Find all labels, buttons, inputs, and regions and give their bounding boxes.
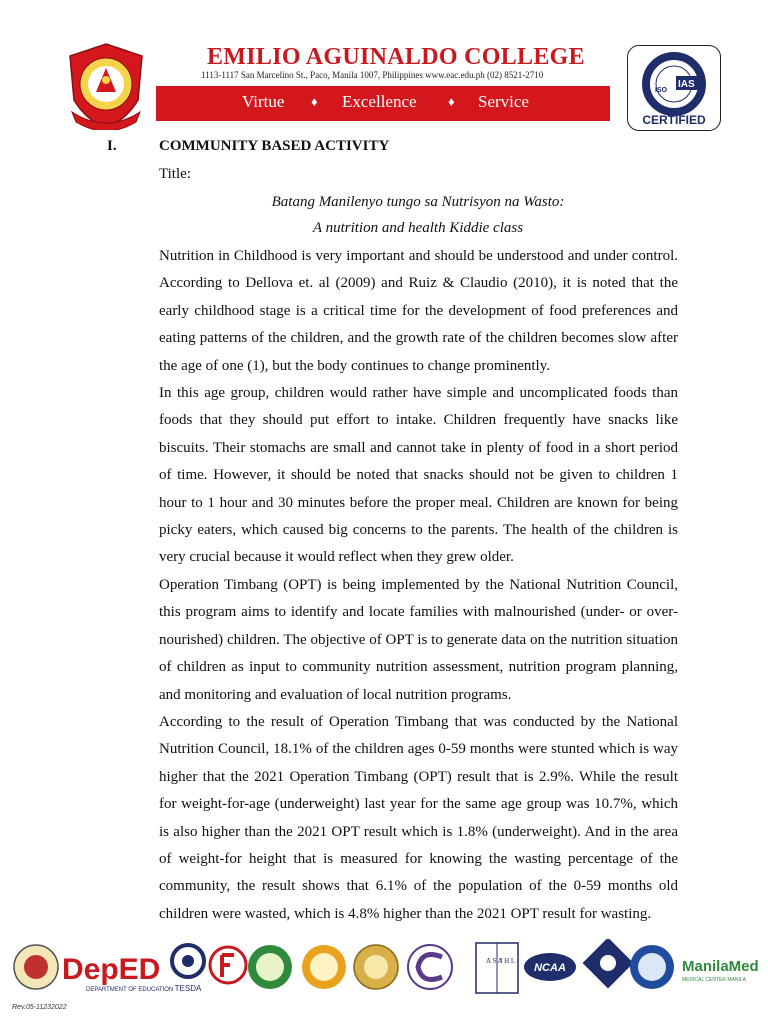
dost-logo bbox=[583, 939, 634, 988]
motto-excellence: Excellence bbox=[342, 92, 417, 111]
activity-title-line2: A nutrition and health Kiddie class bbox=[312, 220, 524, 236]
paragraph-opt-results: According to the result of Operation Timbang that was conducted by the National Nutrition Council, 18.1% of the children ages 0-59 months were stunted which is way higher that the 2021 Operation Timbang (OPT) result that is 2.9%. While the result for weight-for-age (underweight) last year for the same age group was 10.7%, which is also higher than the 2021 OPT result which is 1.8% (underweight). And in the area of weight-for height that is measured for knowing the wasting percentage of the community, the result shows that 6.1% of the population of the 0-59 months old children were wasted, which is 4.8% higher than the 2021 OPT result for wasting. bbox=[159, 713, 678, 922]
section-number: I. bbox=[107, 138, 117, 154]
revision-code: Rev.05-11232022 bbox=[12, 1004, 67, 1011]
paragraph-nutrition-childhood: Nutrition in Childhood is very important and should be understood and under control. According to Dellova et. al (2009) and Ruiz & Claudio (2010), it is noted that the early childhood stage is a critical time for the development of food preferences and eating patterns of the children, and the growth rate of the children becomes slow after the age of one (1), but the body continues to change prominently. bbox=[159, 248, 678, 374]
college-name: EMILIO AGUINALDO COLLEGE bbox=[207, 44, 585, 70]
activity-title-line1: Batang Manilenyo tungo sa Nutrisyon na Wasto: bbox=[271, 194, 565, 210]
cert-ias-text: IAS bbox=[678, 79, 695, 90]
motto-virtue: Virtue bbox=[242, 92, 285, 111]
motto-banner bbox=[156, 86, 610, 121]
government-seal-icon bbox=[14, 945, 58, 989]
blue-seal-icon bbox=[630, 945, 674, 989]
college-address: 1113-1117 San Marcelino St., Paco, Manila 1007, Philippines www.eac.edu.ph (02) 8521-2710 bbox=[201, 70, 544, 80]
ncaa-text: NCAA bbox=[534, 962, 566, 974]
asaihl-logo bbox=[476, 943, 518, 993]
ihl-text: I H L bbox=[500, 957, 516, 965]
manilamed-text: ManilaMed bbox=[682, 958, 759, 975]
section-heading: COMMUNITY BASED ACTIVITY bbox=[159, 138, 390, 154]
cert-iso-text: ISO bbox=[655, 87, 668, 94]
fj-logo bbox=[210, 947, 246, 983]
paragraph-operation-timbang: Operation Timbang (OPT) is being implemented by the National Nutrition Council, this program aims to identify and locate families with malnourished (under- or over-nourished) children. The objective of OPT is to generate data on the nutrition situation of children as input to community nutrition assessment, nutrition program planning, and monitoring and evaluation of local nutrition programs. bbox=[159, 576, 678, 703]
diamond-icon: ♦ bbox=[311, 94, 318, 109]
manilamed-logo bbox=[682, 958, 759, 983]
paragraph-age-group: In this age group, children would rather have simple and uncomplicated foods than foods that they should put effort to intake. Children frequently have snacks like biscuits. Their stomachs are small and cannot take in plenty of food in a short period of time. However, it should be noted that snacks should not be given to children 1 hour to 1 hour and 30 minutes before the proper meal. Children are known for being picky eaters, which caused big concerns to the parents. The health of the children is very crucial because it would reflect when they grew older. bbox=[159, 385, 678, 566]
cert-label: CERTIFIED bbox=[642, 113, 706, 127]
deped-subtitle: DEPARTMENT OF EDUCATION bbox=[86, 987, 174, 993]
title-label: Title: bbox=[159, 166, 191, 182]
body-text bbox=[159, 243, 678, 928]
tesda-text: TESDA bbox=[174, 984, 202, 993]
gold-seal-icon bbox=[354, 945, 398, 989]
green-seal-icon bbox=[248, 945, 292, 989]
manilamed-subtitle: MEDICAL CENTER MANILA bbox=[682, 977, 746, 983]
asa-text: A S A bbox=[486, 957, 503, 965]
tesda-logo bbox=[172, 945, 204, 993]
ncaa-logo bbox=[524, 953, 576, 981]
college-seal-logo bbox=[66, 42, 146, 130]
diamond-icon: ♦ bbox=[448, 94, 455, 109]
motto-service: Service bbox=[478, 92, 529, 111]
partner-logos-strip bbox=[12, 939, 766, 995]
deped-logo bbox=[62, 953, 173, 993]
deped-logo-text: DepED bbox=[62, 953, 161, 986]
iso-certified-badge bbox=[627, 45, 721, 131]
purple-c-logo bbox=[408, 945, 452, 989]
yellow-seal-icon bbox=[302, 945, 346, 989]
